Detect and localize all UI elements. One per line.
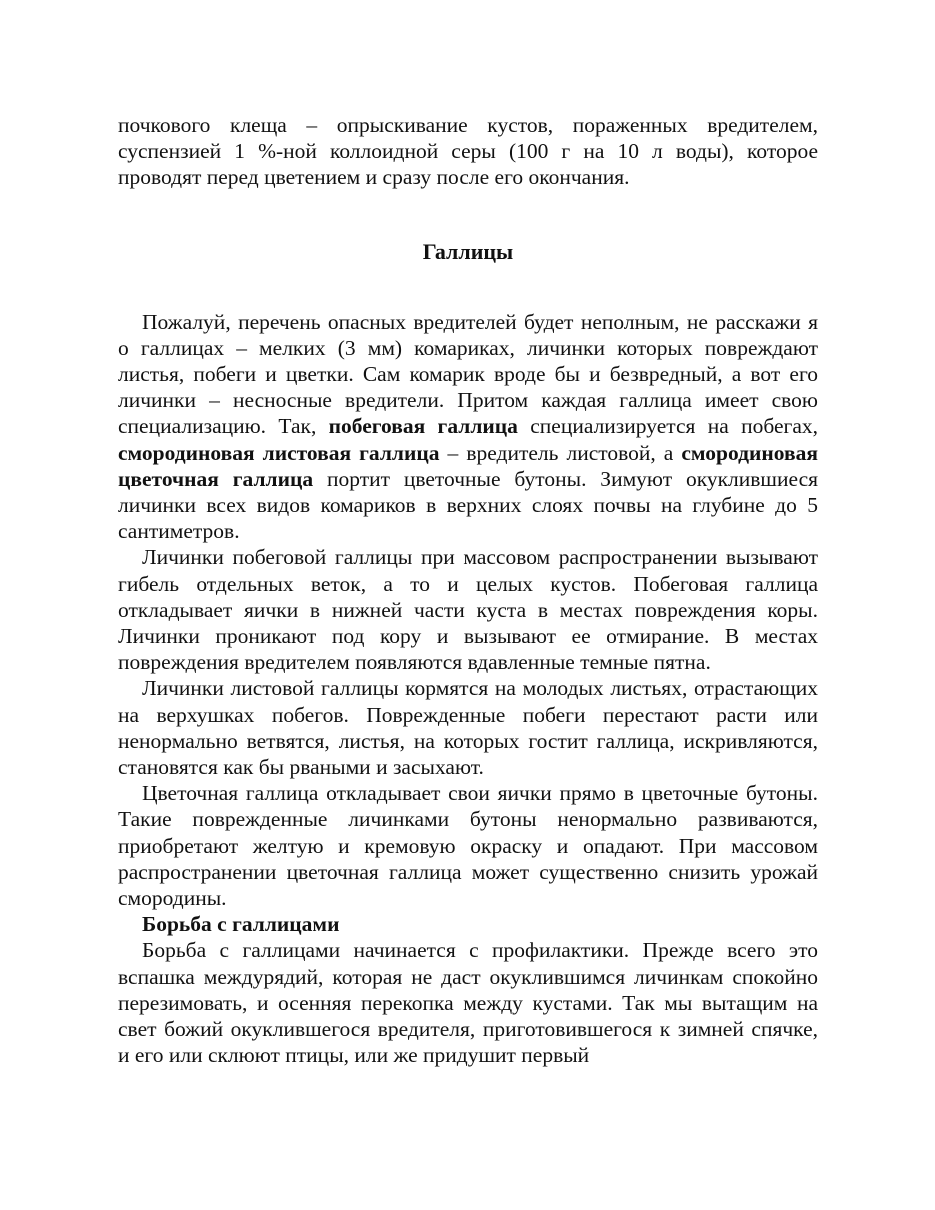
paragraph-text: – вредитель листовой, а [439, 440, 682, 465]
bold-term-shoot-gall-midge: побеговая галлица [328, 414, 518, 439]
paragraph-shoot-gall-midge: Личинки побеговой галлицы при массовом распространении вызывают гибель отдельных веток, а то и целых кустов. Побеговая галлица откладывает яички в нижней части куста в местах повреждения коры. Личинки проникают под кору и вызывают ее отмирание. В местах повреждения вредителем появляются вдавленные темные пятна. [118, 545, 818, 675]
section-title: Галлицы [422, 238, 514, 264]
paragraph-gall-midges-intro [118, 309, 818, 545]
paragraph-text: Пожалуй, перечень опасных вредителей будет неполным, не расскажи я о галлицах – мелких (3 мм) комариках, личинки которых повреждают листья, побеги и цветки. Сам комарик вроде бы и безвредный, а вот его личинки – несносные вредители. Притом каждая галлица имеет свою специализацию. Так, [118, 309, 818, 439]
subheading-control: Борьба с галлицами [142, 912, 340, 937]
paragraph-flower-gall-midge: Цветочная галлица откладывает свои яички прямо в цветочные бутоны. Такие поврежденные личинками бутоны ненормально развиваются, приобретают желтую и кремовую окраску и опадают. При массовом распространении цветочная галлица может существенно снизить урожай смородины. [118, 781, 818, 911]
intro-paragraph: почкового клеща – опрыскивание кустов, пораженных вредителем, суспензией 1 %-ной коллоидной серы (100 г на 10 л воды), которое проводят перед цветением и сразу после его окончания. [118, 113, 818, 190]
paragraph-text: портит цветочные бутоны. Зимуют окуклившиеся личинки всех видов комариков в верхних слоях почвы на глубине до 5 сантиметров. [118, 466, 818, 544]
document-page [118, 112, 818, 1069]
paragraph-leaf-gall-midge: Личинки листовой галлицы кормятся на молодых листьях, отрастающих на верхушках побегов. Поврежденные побеги перестают расти или ненормально ветвятся, листья, на которых гостит галлица, искривляются, становятся как бы рваными и засыхают. [118, 676, 818, 780]
paragraph-text: специализируется на побегах, [517, 414, 819, 439]
bold-term-flower-gall-midge: смородиновая цветочная галлица [118, 440, 818, 491]
paragraph-control: Борьба с галлицами начинается с профилактики. Прежде всего это вспашка междурядий, которая не даст окуклившимся личинкам спокойно перезимовать, и осенняя перекопка между кустами. Так мы вытащим на свет божий окуклившегося вредителя, приготовившегося к зимней спячке, и его или склюют птицы, или же придушит первый [118, 938, 818, 1068]
bold-term-leaf-gall-midge: смородиновая листовая галлица [118, 440, 440, 465]
